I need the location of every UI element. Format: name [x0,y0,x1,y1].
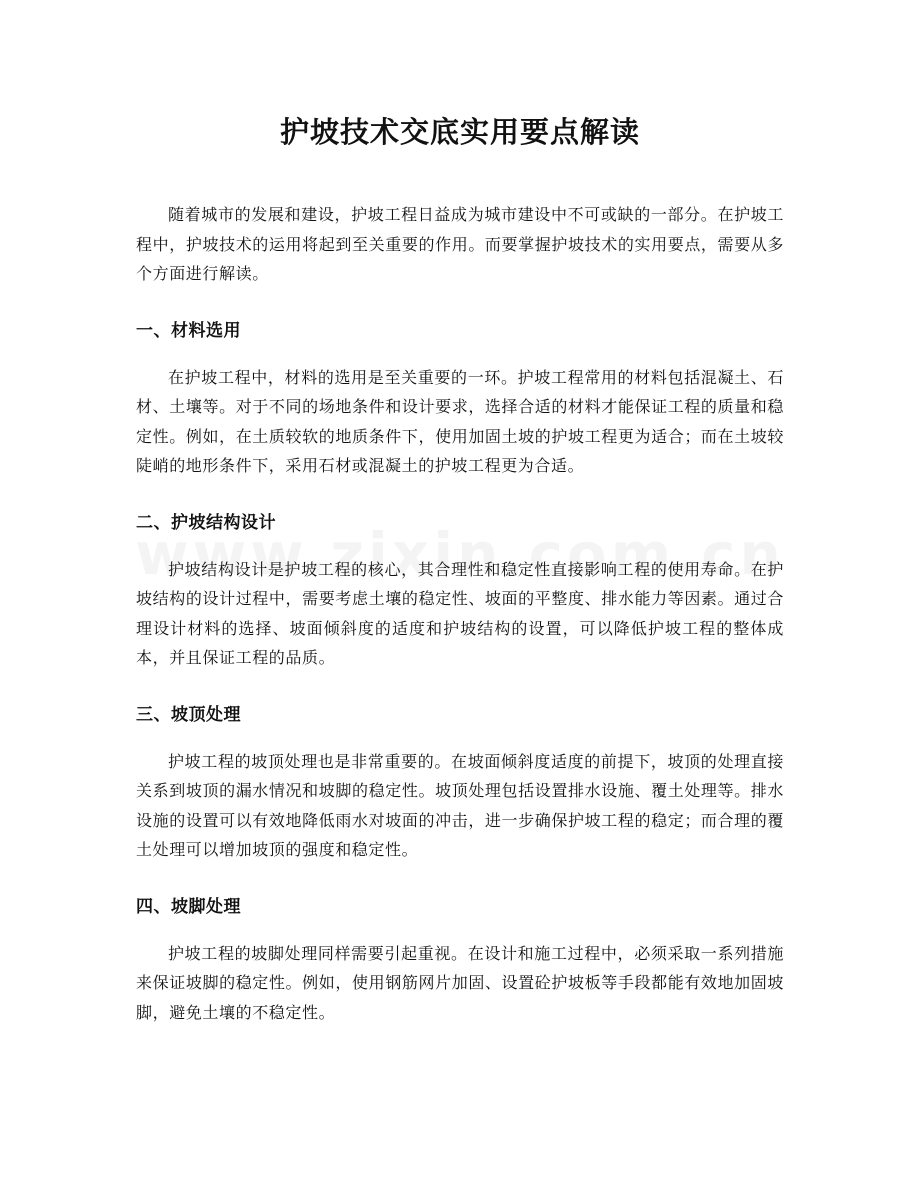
section-body-slope-top: 护坡工程的坡顶处理也是非常重要的。在坡面倾斜度适度的前提下，坡顶的处理直接关系到坡顶的漏水情况和坡脚的稳定性。坡顶处理包括设置排水设施、覆土处理等。排水设施的设置可以有效地降低雨水对坡面的冲击，进一步确保护坡工程的稳定；而合理的覆土处理可以增加坡顶的强度和稳定性。 [136,751,784,859]
section-heading-structure-design: 二、护坡结构设计 [136,512,276,533]
section-heading-slope-top: 三、坡顶处理 [136,704,241,725]
section-heading-materials: 一、材料选用 [136,320,241,341]
section-body-structure-design: 护坡结构设计是护坡工程的核心，其合理性和稳定性直接影响工程的使用寿命。在护坡结构的设计过程中，需要考虑土壤的稳定性、坡面的平整度、排水能力等因素。通过合理设计材料的选择、坡面倾斜度的适度和护坡结构的设置，可以降低护坡工程的整体成本，并且保证工程的品质。 [136,559,784,667]
document-title: 护坡技术交底实用要点解读 [279,115,640,149]
intro-paragraph: 随着城市的发展和建设，护坡工程日益成为城市建设中不可或缺的一部分。在护坡工程中，护坡技术的运用将起到至关重要的作用。而要掌握护坡技术的实用要点，需要从多个方面进行解读。 [136,205,784,283]
section-heading-slope-toe: 四、坡脚处理 [136,896,241,917]
section-body-slope-toe: 护坡工程的坡脚处理同样需要引起重视。在设计和施工过程中，必须采取一系列措施来保证坡脚的稳定性。例如，使用钢筋网片加固、设置砼护坡板等手段都能有效地加固坡脚，避免土壤的不稳定性。 [136,943,784,1022]
section-body-materials: 在护坡工程中，材料的选用是至关重要的一环。护坡工程常用的材料包括混凝土、石材、土壤等。对于不同的场地条件和设计要求，选择合适的材料才能保证工程的质量和稳定性。例如，在土质较软的地质条件下，使用加固土坡的护坡工程更为适合；而在土坡较陡峭的地形条件下，采用石材或混凝土的护坡工程更为合适。 [136,367,784,475]
